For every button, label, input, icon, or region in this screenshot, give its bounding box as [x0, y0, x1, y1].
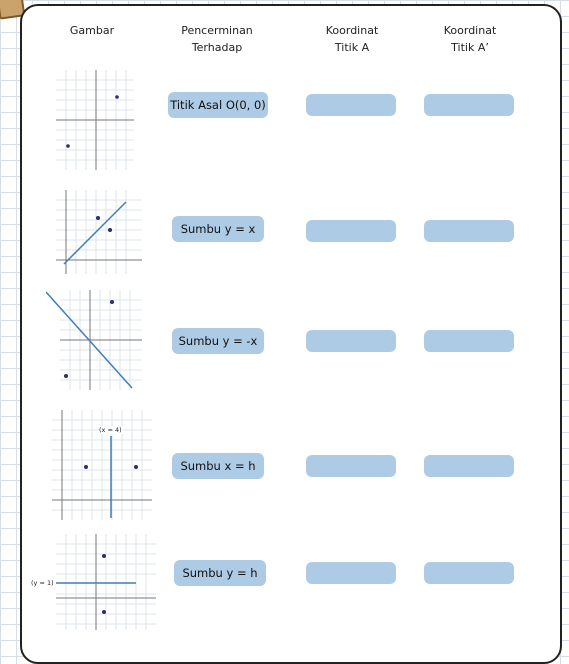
coord-a-field[interactable]: [306, 330, 396, 352]
reflection-label: Titik Asal O(0, 0): [168, 92, 268, 118]
graph-y-equals-minus-x: [46, 290, 142, 390]
reflection-label: Sumbu y = -x: [172, 328, 264, 354]
coord-a-field[interactable]: [306, 94, 396, 116]
coord-a-prime-field[interactable]: [424, 562, 514, 584]
coord-a-field[interactable]: [306, 562, 396, 584]
coord-a-prime-field[interactable]: [424, 94, 514, 116]
header-koordinat-a: Koordinat Titik A: [325, 24, 379, 54]
coord-a-prime-field[interactable]: [424, 220, 514, 242]
header-pencerminan: Pencerminan Terhadap: [181, 24, 253, 54]
coord-a-prime-field[interactable]: [424, 455, 514, 477]
header-koordinat-a-prime: Koordinat Titik A’: [443, 24, 497, 54]
graph-line-label: (x = 4): [99, 426, 122, 434]
reflection-label: Sumbu x = h: [172, 453, 264, 479]
graph-line-label: (y = 1): [31, 579, 54, 587]
reflection-label: Sumbu y = h: [174, 560, 266, 586]
coord-a-prime-field[interactable]: [424, 330, 514, 352]
coord-a-field[interactable]: [306, 220, 396, 242]
coord-a-field[interactable]: [306, 455, 396, 477]
reflection-label: Sumbu y = x: [172, 216, 264, 242]
header-gambar: Gambar: [69, 24, 115, 37]
graph-origin: [56, 70, 134, 170]
graph-y-equals-x: [56, 190, 142, 274]
graph-y-equals-h: [56, 534, 156, 630]
worksheet-card: [20, 4, 562, 664]
